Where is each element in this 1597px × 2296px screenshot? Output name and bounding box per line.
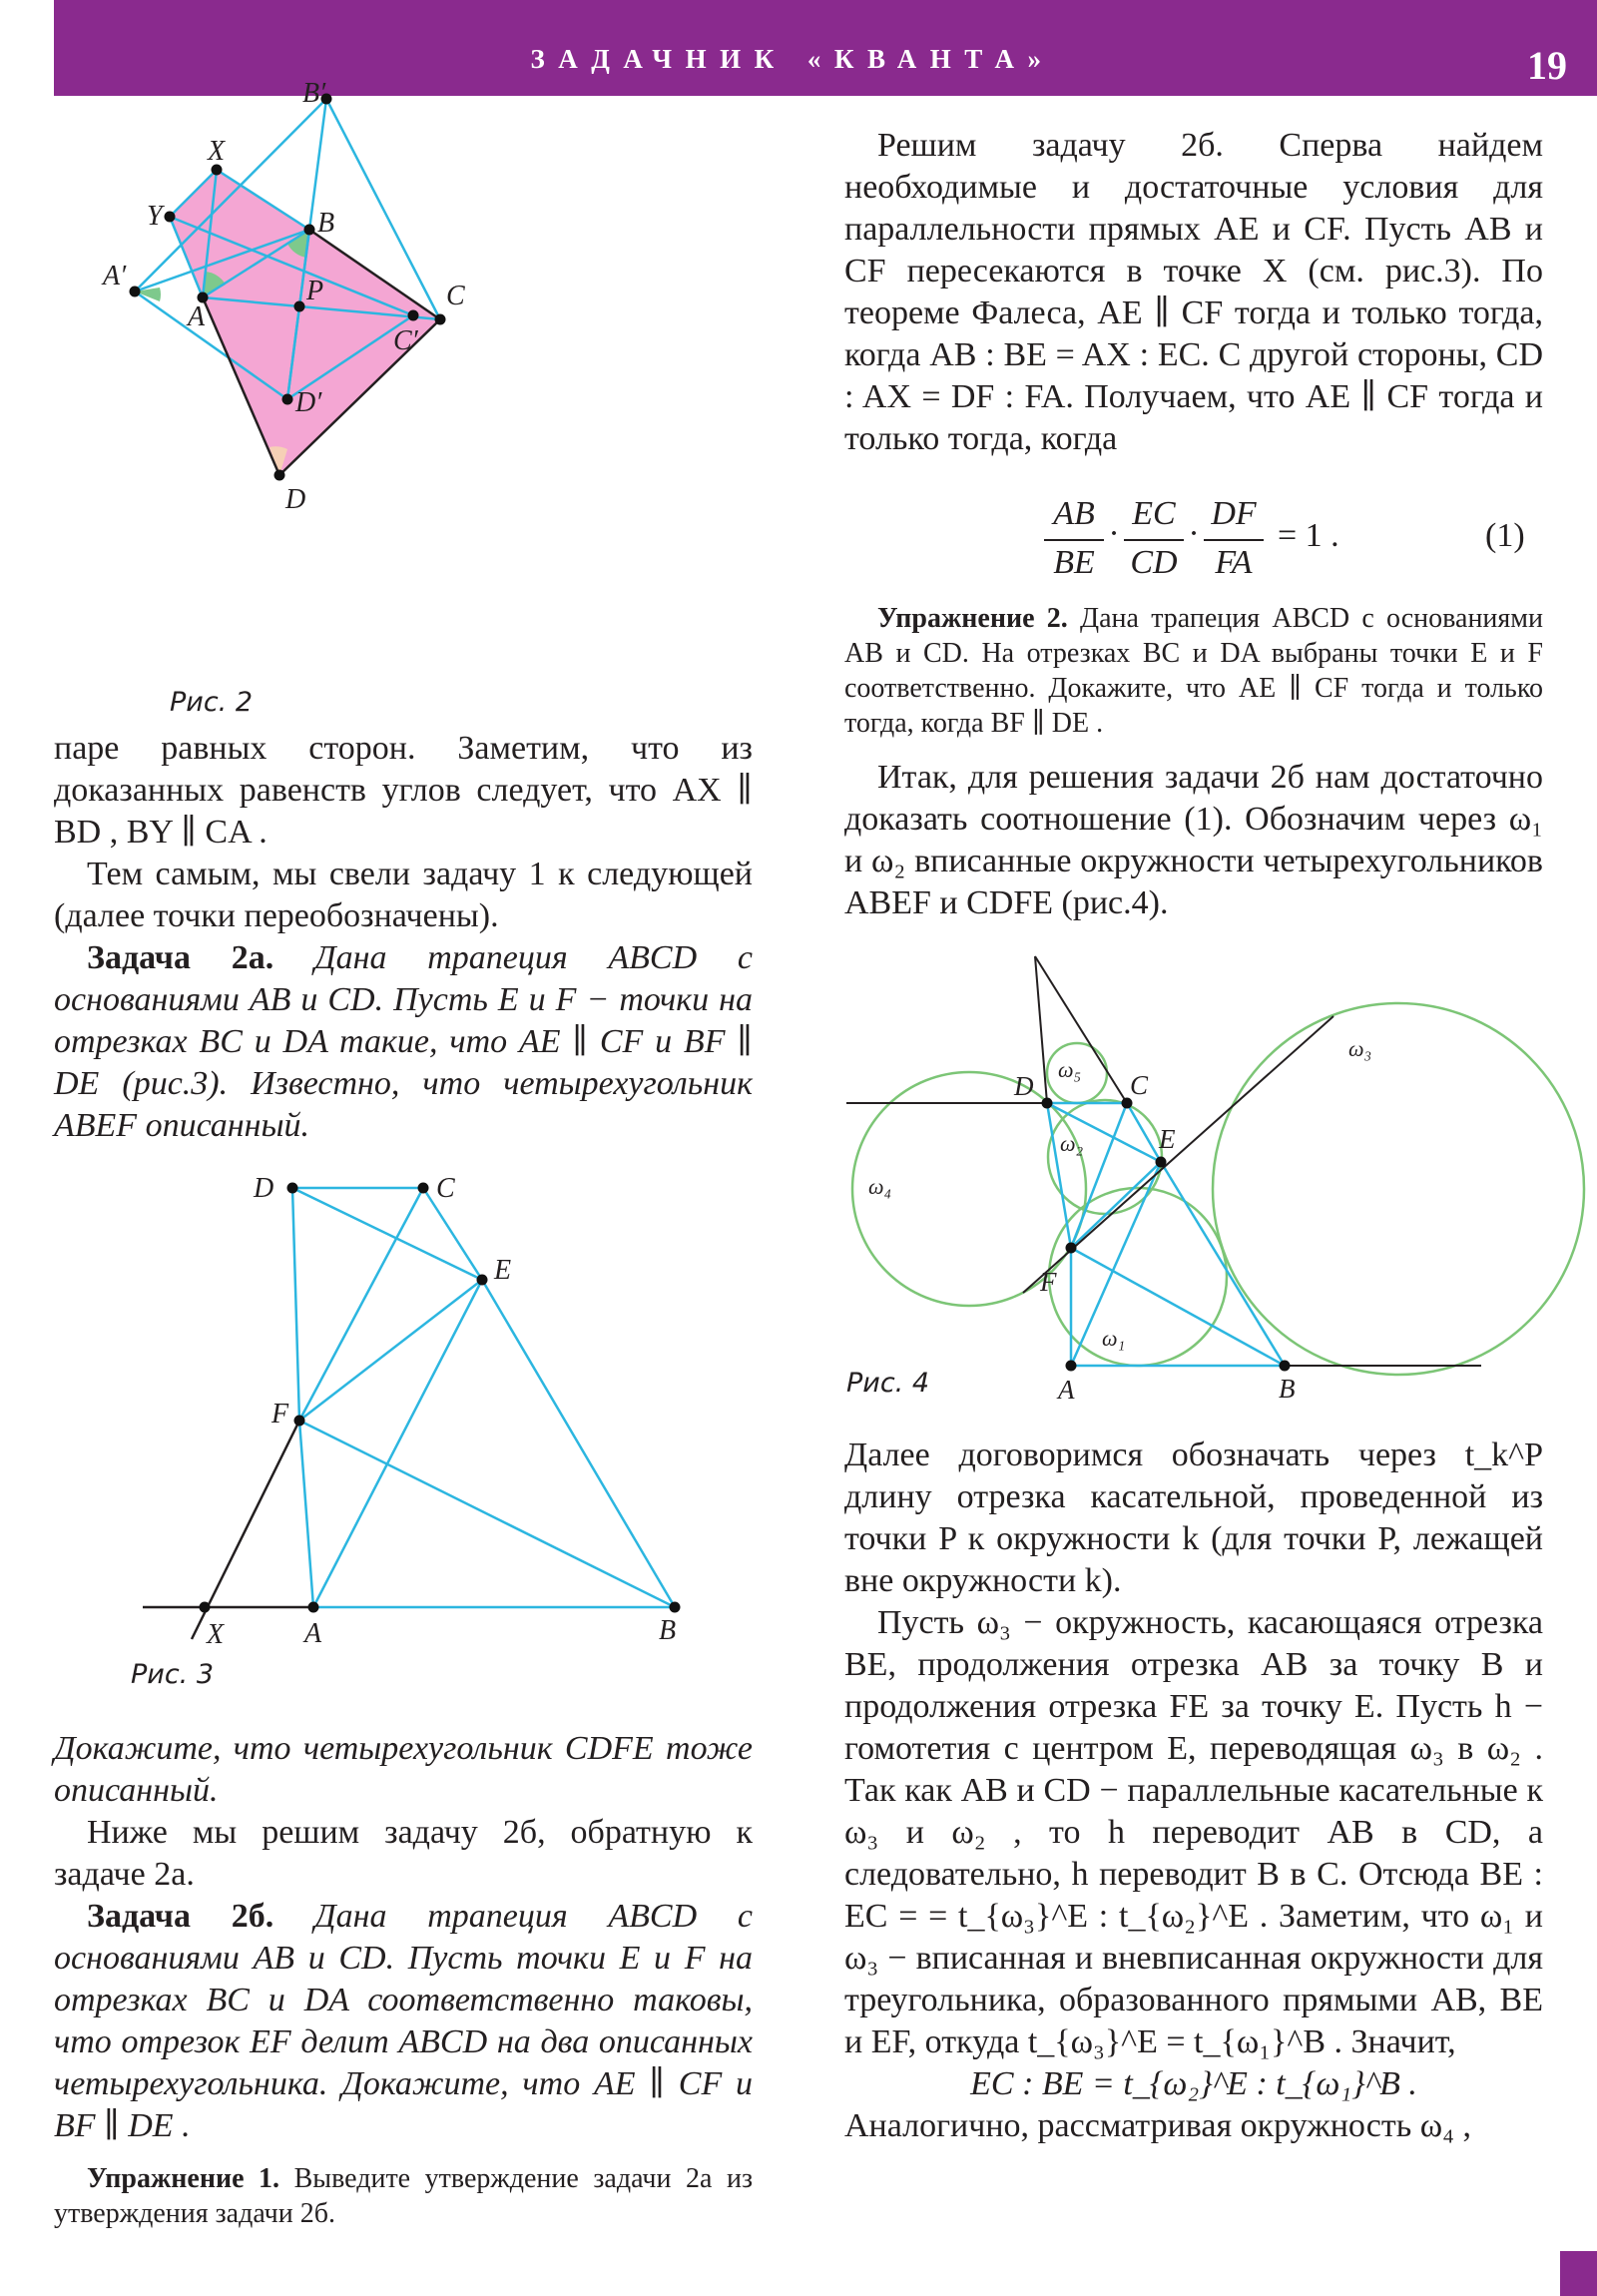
fig4-circle-w3 bbox=[1213, 1003, 1584, 1375]
fig2-label-D: D bbox=[285, 484, 306, 515]
fig2-label-B: B bbox=[317, 208, 335, 239]
problem-2a-text: Дана трапеция ABCD с основаниями AB и CD. Пусть E и F − точки на отрезках BC и DA такие, что AE ∥ CF и BF ∥ DE (рис.3). Известно, что четырехугольник ABEF описанный. bbox=[54, 939, 753, 1144]
fig4-label-E: E bbox=[1159, 1124, 1176, 1154]
fig4-point bbox=[1066, 1243, 1077, 1254]
fig3-label-B: B bbox=[659, 1615, 677, 1646]
fig3-label-X: X bbox=[207, 1619, 225, 1650]
exercise-2-text: Дана трапеция ABCD с основаниями AB и CD. На отрезках BC и DA выбраны точки E и F соответственно. Докажите, что AE ∥ CF тогда и только тогда, когда BF ∥ DE . bbox=[844, 603, 1544, 739]
fig3-label-C: C bbox=[436, 1173, 455, 1204]
right-column-bottom bbox=[844, 1435, 1543, 2147]
problem-2b-text: Дана трапеция ABCD с основаниями AB и CD. Пусть точки E и F на отрезках BC и DA соответственно таковы, что отрезок EF делит ABCD на два описанных четырехугольника. Докажите, что AE ∥ CF и BF ∥ DE . bbox=[54, 1898, 753, 2144]
fig2-label-P: P bbox=[306, 276, 324, 306]
fig4-point bbox=[1280, 1361, 1291, 1372]
fig2-label-C: C bbox=[446, 281, 465, 311]
eq1-den-1: BE bbox=[1053, 544, 1095, 581]
journal-section-title: ЗАДАЧНИК «КВАНТА» bbox=[530, 44, 1055, 74]
problem-2b-label: Задача 2б. bbox=[87, 1898, 274, 1935]
eq1-den-3: FA bbox=[1215, 544, 1253, 581]
left-column-bottom bbox=[54, 1728, 753, 2231]
fig4-line-EB bbox=[1161, 1162, 1285, 1366]
figure-3-caption: Рис. 3 bbox=[131, 1659, 215, 1690]
page-corner-bar bbox=[1560, 2251, 1597, 2296]
exercise-1-text: Выведите утверждение задачи 2а из утверждения задачи 2б. bbox=[54, 2163, 754, 2229]
fig4-label-B: B bbox=[1279, 1374, 1296, 1404]
page-number: 19 bbox=[1527, 43, 1567, 88]
fig2-label-X: X bbox=[208, 136, 226, 167]
paragraph: Далее договоримся обозначать через t_k^P длину отрезка касательной, проведенной из точки P к окружности k (для точки P, лежащей вне окружности k). bbox=[844, 1436, 1543, 1599]
eq1-dot-1: · bbox=[1108, 515, 1120, 552]
equation-2: EC : BE = t_{ω₂}^E : t_{ω₁}^B . bbox=[970, 2065, 1417, 2102]
fig4-line-extension-D bbox=[1035, 956, 1047, 1103]
fig4-label-w1: ω₁ bbox=[1102, 1326, 1126, 1351]
fig2-label-A: A bbox=[188, 301, 206, 332]
fig3-label-F: F bbox=[271, 1399, 289, 1430]
fig2-label-C-prime: C′ bbox=[393, 325, 418, 356]
fig4-label-D: D bbox=[1014, 1071, 1034, 1101]
eq1-den-2: CD bbox=[1130, 544, 1178, 581]
paragraph: Тем самым, мы свели задачу 1 к следующей (далее точки переобозначены). bbox=[54, 856, 753, 934]
exercise-2-label: Упражнение 2. bbox=[877, 603, 1068, 634]
exercise-1 bbox=[54, 2161, 753, 2231]
paragraph: паре равных сторон. Заметим, что из доказанных равенств углов следует, что AX ∥ BD , BY ∥ CA . bbox=[54, 730, 753, 851]
fig4-label-A: A bbox=[1058, 1375, 1075, 1405]
fig4-label-w3: ω₃ bbox=[1348, 1036, 1372, 1061]
paragraph: Аналогично, рассматривая окружность ω₄ , bbox=[844, 2107, 1471, 2144]
eq1-num-1: AB bbox=[1053, 495, 1095, 532]
fig2-label-Y: Y bbox=[147, 201, 163, 232]
fig4-point bbox=[1066, 1361, 1077, 1372]
figure-2-caption: Рис. 2 bbox=[170, 687, 254, 718]
fig3-line-FA bbox=[299, 1421, 313, 1607]
eq1-num-3: DF bbox=[1211, 495, 1257, 532]
fig2-label-A-prime: A′ bbox=[103, 261, 127, 291]
eq1-dot-2: · bbox=[1188, 515, 1200, 552]
paragraph: Итак, для решения задачи 2б нам достаточно доказать соотношение (1). Обозначим через ω₁ и ω₂ вписанные окружности четырехугольников ABEF и CDFE (рис.4). bbox=[844, 759, 1543, 921]
fig3-point bbox=[670, 1602, 681, 1613]
fig4-label-w4: ω₄ bbox=[868, 1174, 892, 1199]
paragraph: Пусть ω₃ − окружность, касающаяся отрезка BE, продолжения отрезка AB за точку B и продолжения отрезка FE за точку E. Пусть h − гомотетия с центром E, переводящая ω₃ в ω₂ . Так как AB и CD − параллельные касательные к ω₃ и ω₂ , то h переводит AB в CD, а следовательно, h переводит B в C. Отсюда BE : EC = = t_{ω₃}^E : t_{ω₂}^E . Заметим, что ω₁ и ω₃ − вписанная и вневписанная окружности для треугольника, образованного прямыми AB, BE и EF, откуда t_{ω₃}^E = t_{ω₁}^B . Значит, bbox=[844, 1604, 1543, 2060]
fig4-point bbox=[1156, 1157, 1167, 1168]
fig3-point bbox=[308, 1602, 319, 1613]
fig3-label-E: E bbox=[494, 1255, 512, 1286]
fig2-label-B-prime: B′ bbox=[302, 78, 326, 109]
eq1-number: (1) bbox=[1485, 517, 1525, 554]
figure-4-caption: Рис. 4 bbox=[846, 1368, 930, 1399]
problem-2b bbox=[54, 1896, 753, 2147]
fig3-point bbox=[200, 1602, 211, 1613]
paragraph: Ниже мы решим задачу 2б, обратную к задаче 2а. bbox=[54, 1814, 753, 1893]
fig4-label-C: C bbox=[1130, 1070, 1149, 1100]
problem-2a-label: Задача 2а. bbox=[87, 939, 274, 976]
eq1-rhs: = 1 . bbox=[1278, 517, 1339, 554]
eq1-num-2: EC bbox=[1132, 495, 1176, 532]
fig4-point bbox=[1042, 1098, 1053, 1109]
fig3-label-D: D bbox=[254, 1173, 274, 1204]
paragraph: Докажите, что четырехугольник CDFE тоже описанный. bbox=[54, 1730, 753, 1809]
paragraph: Решим задачу 2б. Сперва найдем необходимые и достаточные условия для параллельности прямых AE и CF. Пусть AB и CF пересекаются в точке X (см. рис.3). По теореме Фалеса, AE ∥ CF тогда и только тогда, когда AB : BE = AX : EC. С другой стороны, CD : AX = DF : FA. Получаем, что AE ∥ CF тогда и только тогда, когда bbox=[844, 127, 1543, 457]
fig4-label-w2: ω₂ bbox=[1060, 1131, 1084, 1156]
fig2-label-D-prime: D′ bbox=[295, 387, 322, 418]
exercise-1-label: Упражнение 1. bbox=[87, 2163, 280, 2194]
fig3-label-A: A bbox=[304, 1618, 322, 1649]
fig4-label-F: F bbox=[1040, 1267, 1057, 1297]
fig4-label-w5: ω₅ bbox=[1058, 1057, 1082, 1082]
